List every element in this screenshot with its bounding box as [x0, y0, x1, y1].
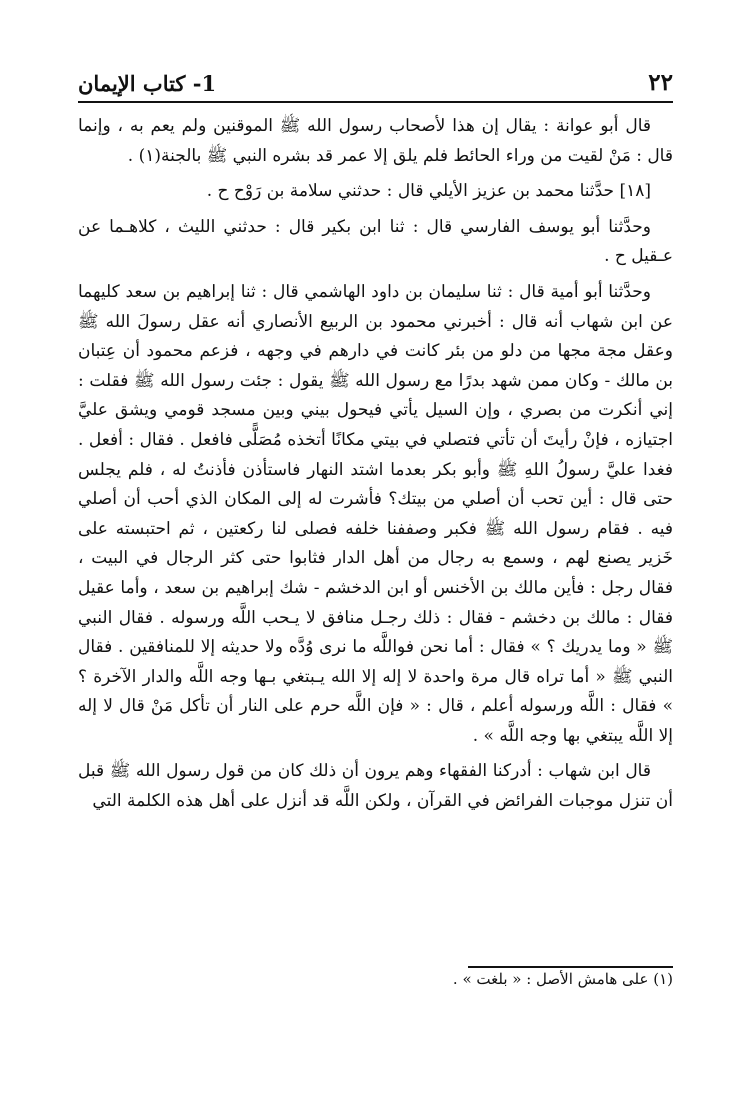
- paragraph-abu-yusuf: وحدَّثنا أبو يوسف الفارسي قال : ثنا ابن بكير قال : حدثني الليث ، كلاهـما عن عـقيل ح .: [78, 216, 673, 267]
- footnote-divider: [468, 966, 673, 968]
- paragraph-hadith-text: وحدَّثنا أبو أمية قال : ثنا سليمان بن داود الهاشمي قال : ثنا إبراهيم بن سعد كليهما عن ابن شهاب أنه قال : أخبرني محمود بن الربيع الأنصاري أنه عقل رسولَ الله ﷺ وعقل مجة مجها من دلو من بئر كانت في دارهم في وجهه ، فزعم محمود أن عِتبان بن مالك - وكان ممن شهد بدرًا مع رسول الله ﷺ يقول : جئت رسول الله ﷺ فقلت : إني أنكرت من بصري ، وإن السيل يأتي فيحول بيني وبين مسجد قومي ويشق عليَّ اجتيازه ، فإنْ رأيتَ أن تأتي فتصلي في بيتي مكانًا أتخذه مُصَلًّى فافعل . فقال : أفعل . فغدا عليَّ رسولُ اللهِ ﷺ وأبو بكر بعدما اشتد النهار فاستأذن فأذنتُ له ، فلم يجلس حتى قال : أين تحب أن أصلي من بيتك؟ فأشرت له إلى المكان الذي أحب أن أصلي فيه . فقام رسول الله ﷺ فكبر وصففنا خلفه فصلى لنا ركعتين ، ثم احتبسته على خَزير يصنع لهم ، وسمع به رجال من أهل الدار فثابوا حتى كثر الرجال في البيت ، فقال رجل : فأين مالك بن الأخنس أو ابن الدخشم - شك إبراهيم بن سعد ، وأما عقيل فقال : مالك بن دخشم - فقال : ذلك رجـل منافق لا يـحب اللَّه ورسوله . فقال النبي ﷺ « وما يدريك ؟ » فقال : أما نحن فواللَّه ما نرى وُدَّه ولا حديثه إلا للمنافقين . فقال النبي ﷺ « أما تراه قال مرة واحدة لا إله إلا الله يـبتغي بـها وجه اللَّه والدار الآخرة ؟ » فقال : اللَّه ورسوله أعلم ، قال : « فإن اللَّه حرم على النار أن تأكل مَنْ قال لا إله إلا اللَّه يبتغي بها وجه اللَّه » .: [78, 281, 673, 746]
- page-number: ٢٢: [648, 69, 673, 96]
- header-divider: [78, 101, 673, 103]
- paragraph-ibn-shihab: قال ابن شهاب : أدركنا الفقهاء وهم يرون أن ذلك كان من قول رسول الله ﷺ قبل أن تنزل موجبات الفرائض في القرآن ، ولكن اللَّه قد أنزل على أهل هذه الكلمة التي: [78, 761, 673, 812]
- paragraph-hadith-18: [١٨] حدَّثنا محمد بن عزيز الأيلي قال : حدثني سلامة بن رَوْح ح .: [206, 181, 651, 202]
- paragraph-abu-awana: قال أبو عوانة : يقال إن هذا لأصحاب رسول الله ﷺ الموقنين ولم يعم به ، وإنما قال : مَنْ لقيت من وراء الحائط فلم يلق إلا عمر قد بشره النبي ﷺ بالجنة(١) .: [78, 116, 673, 166]
- page-header: [78, 52, 673, 100]
- chapter-title: 1- كتاب الإيمان: [78, 71, 217, 96]
- footnote: (١) على هامش الأصل : « بلغت » .: [452, 970, 673, 988]
- main-text: [78, 112, 673, 823]
